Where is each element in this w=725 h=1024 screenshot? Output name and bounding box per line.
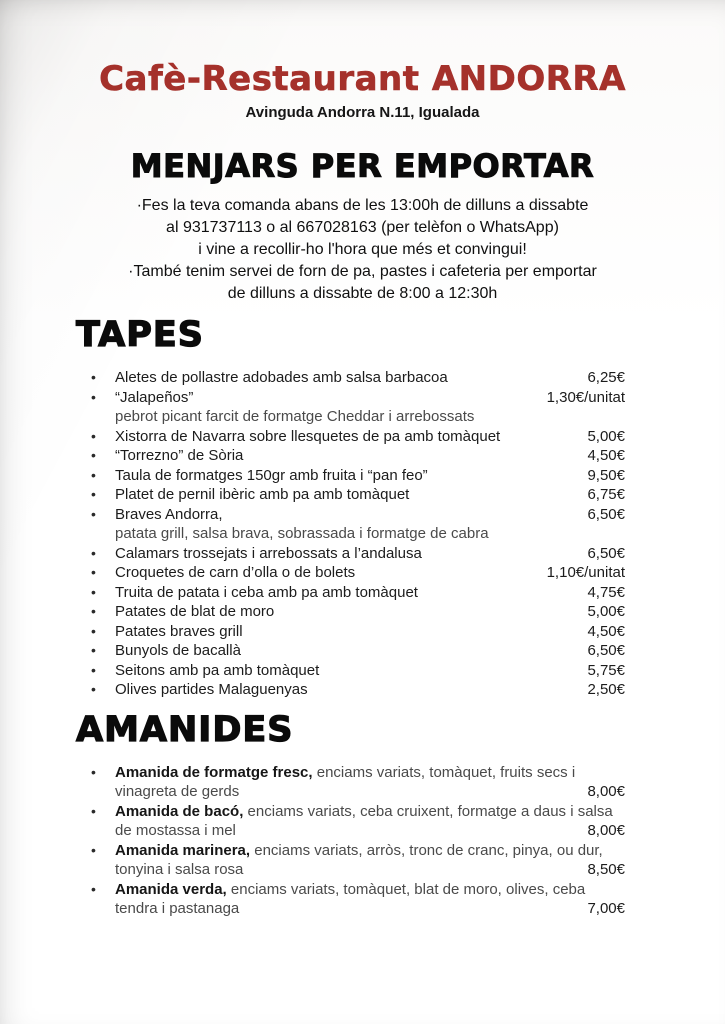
menu-item [78,505,625,544]
item-price: 6,75€ [587,486,625,503]
bullet-icon: • [91,802,96,819]
item-price: 7,00€ [587,900,625,917]
item-price: 8,50€ [587,861,625,878]
item-body [115,622,625,642]
item-line [115,583,625,603]
section-title-amanides: AMANIDES [76,709,294,750]
item-body [115,583,625,603]
item-price: 6,50€ [587,642,625,659]
page-header [0,58,725,122]
item-name: Xistorra de Navarra sobre llesquetes de pa amb tomàquet [115,427,501,445]
item-line [115,427,625,447]
item-price: 4,50€ [587,622,625,640]
menu-item [78,466,625,486]
restaurant-address: Avinguda Andorra N.11, Igualada [245,104,480,121]
item-line [115,544,625,564]
item-price: 5,75€ [587,661,625,679]
item-body [115,641,625,661]
item-text [115,763,625,802]
item-name: Seitons amb pa amb tomàquet [115,661,320,679]
item-name: Amanida de formatge fresc, [115,763,313,781]
item-body [115,368,625,388]
item-body [115,880,625,919]
bullet-icon: • [91,622,96,639]
item-line [115,446,625,466]
item-body [115,505,625,544]
item-name: Calamars trossejats i arrebossats a l’andalusa [115,544,422,562]
menu-item [78,641,625,661]
item-description: pebrot picant farcit de formatge Cheddar i arrebossats [115,408,475,425]
bullet-icon: • [91,388,96,405]
item-name: Croquetes de carn d’olla o de bolets [115,564,356,581]
item-name: “Jalapeños” [115,388,194,406]
item-line [115,505,625,525]
bullet-icon: • [91,603,96,619]
item-price: 6,50€ [587,544,625,562]
item-price: 4,50€ [587,447,625,464]
item-line [115,368,625,388]
item-name: Patates braves grill [115,622,243,640]
intro-line: de dilluns a dissabte de 8:00 a 12:30h [227,285,498,302]
bullet-icon: • [91,564,96,580]
item-price: 1,10€/unitat [546,564,625,581]
item-description: patata grill, salsa brava, sobrassada i formatge de cabra [115,525,489,542]
bullet-icon: • [91,642,96,658]
item-name: Platet de pernil ibèric amb pa amb tomàquet [115,486,410,503]
item-line [115,388,625,408]
item-name: “Torrezno” de Sòria [115,447,244,464]
item-price: 1,30€/unitat [546,388,625,406]
item-body [115,485,625,505]
item-body [115,802,625,841]
item-name: Braves Andorra, [115,505,223,523]
item-name: Truita de patata i ceba amb pa amb tomàquet [115,583,418,601]
item-line [115,680,625,700]
menu-item [78,602,625,622]
item-price: 5,00€ [587,427,625,445]
item-list-tapes [78,368,625,700]
menu-item [78,446,625,466]
intro-line: ·També tenim servei de forn de pa, pastes i cafeteria per emportar [128,263,597,280]
item-body [115,446,625,466]
bullet-icon: • [91,583,96,600]
menu-item [78,661,625,681]
item-list-amanides [78,763,625,919]
item-line [115,466,625,486]
menu-item [78,427,625,447]
item-name: Amanida marinera, [115,841,251,859]
item-name: Patates de blat de moro [115,603,275,620]
item-text [115,802,625,841]
item-body [115,563,625,583]
item-price: 8,00€ [587,822,625,839]
menu-item [78,485,625,505]
bullet-icon: • [91,427,96,444]
menu-item [78,802,625,841]
menu-item [78,680,625,700]
menu-item [78,763,625,802]
item-body [115,602,625,622]
menu-section-tapes [78,314,625,700]
menu-item [78,368,625,388]
item-body [115,763,625,802]
item-body [115,661,625,681]
item-price: 5,00€ [587,603,625,620]
item-body [115,466,625,486]
item-line [115,485,625,505]
menu-item [78,880,625,919]
menu-item [78,563,625,583]
item-name: Amanida verda, [115,880,227,898]
item-line [115,661,625,681]
item-description: enciams variats, arròs, tronc de cranc, pinya, ou dur, tonyina i salsa rosa [115,841,603,878]
menu-item [78,841,625,880]
bullet-icon: • [91,841,96,858]
intro-line: al 931737113 o al 667028163 (per telèfon o WhatsApp) [166,219,559,236]
item-line [115,622,625,642]
main-title: MENJARS PER EMPORTAR [130,147,595,185]
bullet-icon: • [91,661,96,678]
item-line [115,563,625,583]
bullet-icon: • [91,763,96,780]
item-price: 4,75€ [587,583,625,601]
item-body [115,388,625,427]
item-name: Amanida de bacó, [115,802,244,820]
item-description: enciams variats, tomàquet, blat de moro, olives, ceba tendra i pastanaga [115,880,586,917]
item-price: 9,50€ [587,466,625,484]
menu-item [78,388,625,427]
menu-sections [0,314,725,919]
item-price: 6,50€ [587,505,625,523]
item-name: Aletes de pollastre adobades amb salsa barbacoa [115,369,448,386]
intro-lines [0,195,725,305]
bullet-icon: • [91,466,96,483]
item-name: Taula de formatges 150gr amb fruita i “pan feo” [115,466,428,484]
bullet-icon: • [91,681,96,697]
item-price: 8,00€ [587,783,625,800]
menu-section-amanides [78,709,625,919]
section-title-tapes: TAPES [76,315,205,355]
menu-item [78,583,625,603]
item-line [115,641,625,661]
bullet-icon: • [91,369,96,385]
item-name: Bunyols de bacallà [115,642,241,659]
menu-item [78,622,625,642]
bullet-icon: • [91,880,96,897]
menu-item [78,544,625,564]
item-text [115,841,625,880]
item-price: 2,50€ [587,681,625,698]
item-body [115,680,625,700]
intro-line: ·Fes la teva comanda abans de les 13:00h de dilluns a dissabte [136,197,589,214]
item-body [115,544,625,564]
item-line [115,602,625,622]
item-description: enciams variats, tomàquet, fruits secs i vinagreta de gerds [115,763,576,800]
item-description: enciams variats, ceba cruixent, formatge a daus i salsa de mostassa i mel [115,802,613,839]
item-price: 6,25€ [587,369,625,386]
item-body [115,841,625,880]
restaurant-title: Cafè-Restaurant ANDORRA [99,59,626,99]
bullet-icon: • [91,486,96,502]
item-body [115,427,625,447]
intro-line: i vine a recollir-ho l'hora que més et convingui! [198,241,527,258]
bullet-icon: • [91,505,96,522]
bullet-icon: • [91,544,96,561]
item-name: Olives partides Malaguenyas [115,681,308,698]
bullet-icon: • [91,447,96,463]
item-text [115,880,625,919]
